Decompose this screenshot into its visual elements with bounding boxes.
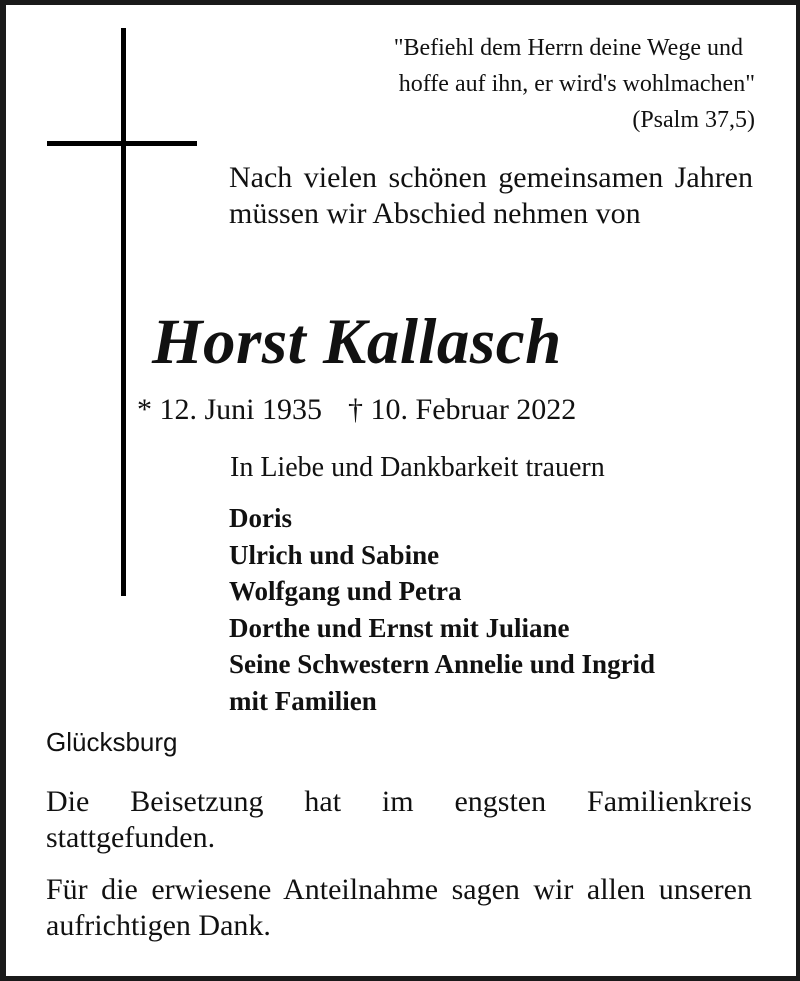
family-member: mit Familien [229,685,377,716]
family-member: Dorthe und Ernst mit Juliane [229,612,570,643]
burial-notice: Die Beisetzung hat im engsten Familienkreis stattgefunden. [46,785,752,854]
life-dates [137,392,576,428]
psalm-line-1: "Befiehl dem Herrn deine Wege und [393,35,743,61]
cross-horizontal-bar [47,141,197,146]
thanks-note: Für die erwiesene Anteilnahme sagen wir allen unseren aufrichtigen Dank. [46,873,752,942]
cross-vertical-bar [121,28,126,596]
psalm-line-2: hoffe auf ihn, er wird's wohlmachen" [398,71,755,97]
death-date: † 10. Februar 2022 [348,393,577,426]
family-list [229,500,655,720]
psalm-reference: (Psalm 37,5) [632,107,755,133]
family-member: Doris [229,503,292,533]
place-name: Glücksburg [46,727,178,757]
family-member: Ulrich und Sabine [229,539,440,570]
deceased-name: Horst Kallasch [152,306,562,378]
family-member: Wolfgang und Petra [229,576,462,607]
psalm-quote [230,30,755,138]
mourning-line: In Liebe und Dankbarkeit trauern [230,452,605,483]
intro-text: Nach vielen schönen gemeinsamen Jahren müssen wir Abschied nehmen von [229,161,753,230]
birth-date: * 12. Juni 1935 [137,393,323,426]
family-member: Seine Schwestern Annelie und Ingrid [229,649,656,680]
